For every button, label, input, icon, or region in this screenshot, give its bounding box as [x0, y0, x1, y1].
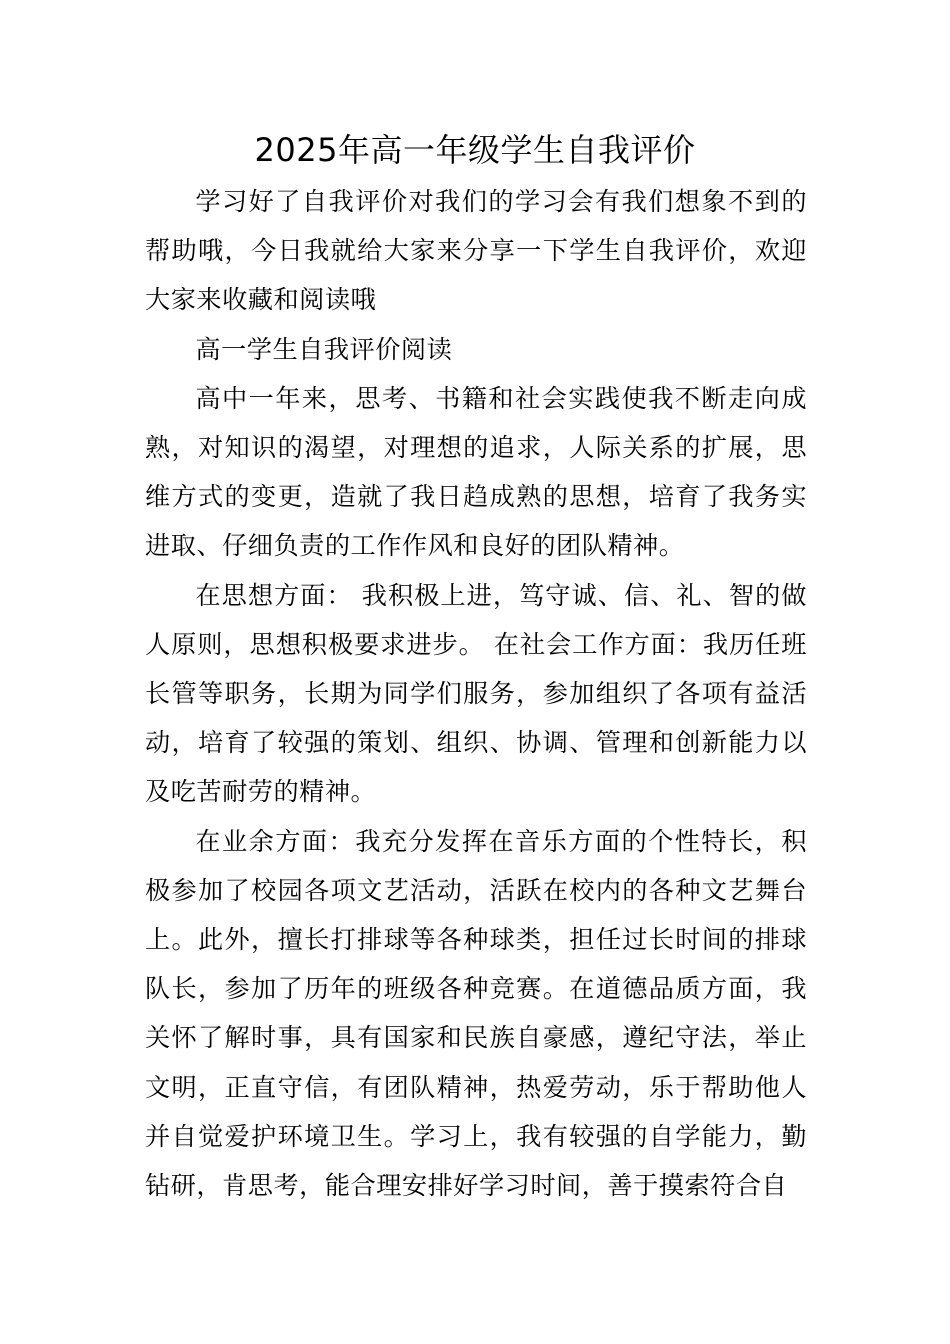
document-title: 2025年高一年级学生自我评价	[254, 131, 696, 169]
paragraph-leisure-and-study: 在业余方面：我充分发挥在音乐方面的个性特长，积极参加了校园各项文艺活动，活跃在校内的各种文艺舞台上。此外，擅长打排球等各种球类，担任过长时间的排球队长，参加了历年的班级各种竞赛。在道德品质方面，我关怀了解时事，具有国家和民族自豪感，遵纪守法，举止文明，正直守信，有团队精神，热爱劳动，乐于帮助他人并自觉爱护环境卫生。学习上，我有较强的自学能力，勤钻研，肯思考，能合理安排好学习时间，善于摸索符合自	[145, 826, 807, 1201]
document-body	[145, 177, 807, 1210]
paragraph-subheading: 高一学生自我评价阅读	[195, 334, 453, 364]
paragraph-overview: 高中一年来，思考、书籍和社会实践使我不断走向成熟，对知识的渴望，对理想的追求，人际关系的扩展，思维方式的变更，造就了我日趋成熟的思想，培育了我务实进取、仔细负责的工作作风和良好的团队精神。	[145, 383, 807, 561]
paragraph-intro: 学习好了自我评价对我们的学习会有我们想象不到的帮助哦，今日我就给大家来分享一下学生自我评价，欢迎大家来收藏和阅读哦	[145, 187, 807, 315]
paragraph-thought-and-work: 在思想方面： 我积极上进，笃守诚、信、礼、智的做人原则，思想积极要求进步。 在社会工作方面：我历任班长管等职务，长期为同学们服务，参加组织了各项有益活动，培育了较强的策划、组织、协调、管理和创新能力以及吃苦耐劳的精神。	[145, 580, 807, 807]
